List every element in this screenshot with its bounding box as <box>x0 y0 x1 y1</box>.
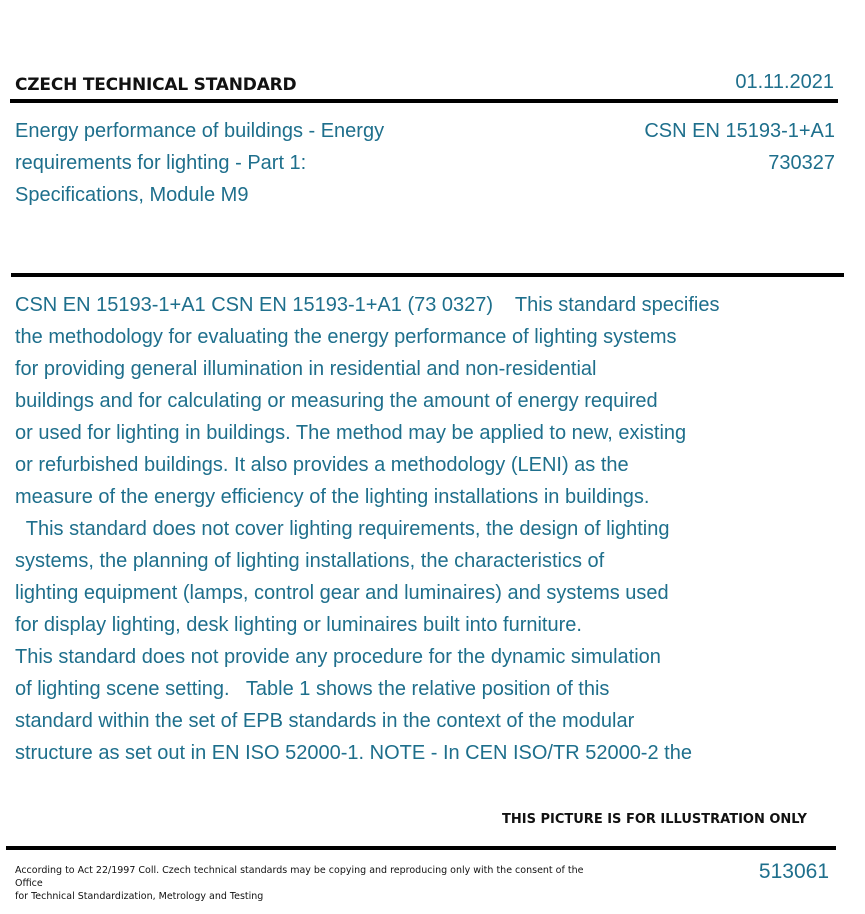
abstract-line: buildings and for calculating or measuring the amount of energy required <box>15 390 658 412</box>
abstract-line: or used for lighting in buildings. The method may be applied to new, existing <box>15 422 687 444</box>
standard-title-line: Specifications, Module M9 <box>15 184 249 206</box>
footer-divider <box>6 846 836 850</box>
standard-abstract <box>15 289 805 769</box>
abstract-line: This standard does not provide any procedure for the dynamic simulation <box>15 646 661 668</box>
standard-title-line: Energy performance of buildings - Energy <box>15 120 385 142</box>
abstract-line: standard within the set of EPB standards in the context of the modular <box>15 710 635 732</box>
standard-number: 730327 <box>768 152 835 174</box>
abstract-line: of lighting scene setting. Table 1 shows the relative position of this <box>15 678 610 700</box>
abstract-line: lighting equipment (lamps, control gear and luminaires) and systems used <box>15 582 669 604</box>
document-id: 513061 <box>758 860 829 883</box>
legal-notice <box>15 864 595 903</box>
abstract-line: measure of the energy efficiency of the lighting installations in buildings. <box>15 486 650 508</box>
abstract-line: systems, the planning of lighting installations, the characteristics of <box>15 550 605 572</box>
abstract-line: or refurbished buildings. It also provides a methodology (LENI) as the <box>15 454 629 476</box>
abstract-line: for display lighting, desk lighting or luminaires built into furniture. <box>15 614 582 636</box>
abstract-line: for providing general illumination in residential and non-residential <box>15 358 597 380</box>
header-divider <box>10 99 838 103</box>
standard-title-line: requirements for lighting - Part 1: <box>15 152 307 174</box>
legal-notice-line: According to Act 22/1997 Coll. Czech technical standards may be copying and reproducing only with the consent of the Office <box>15 865 584 889</box>
standard-identifiers <box>644 115 835 179</box>
illustration-disclaimer: THIS PICTURE IS FOR ILLUSTRATION ONLY <box>502 812 807 827</box>
standard-code: CSN EN 15193-1+A1 <box>644 120 835 142</box>
abstract-line: the methodology for evaluating the energy performance of lighting systems <box>15 326 677 348</box>
publication-date: 01.11.2021 <box>735 71 834 93</box>
document-category-title: CZECH TECHNICAL STANDARD <box>15 75 297 95</box>
abstract-line: CSN EN 15193-1+A1 CSN EN 15193-1+A1 (73 0327) This standard specifies <box>15 294 720 316</box>
legal-notice-line: for Technical Standardization, Metrology and Testing <box>15 891 264 902</box>
standard-title <box>15 115 435 211</box>
title-divider <box>11 273 844 277</box>
abstract-line: structure as set out in EN ISO 52000-1. NOTE - In CEN ISO/TR 52000-2 the <box>15 742 692 764</box>
abstract-line: This standard does not cover lighting requirements, the design of lighting <box>15 518 670 540</box>
